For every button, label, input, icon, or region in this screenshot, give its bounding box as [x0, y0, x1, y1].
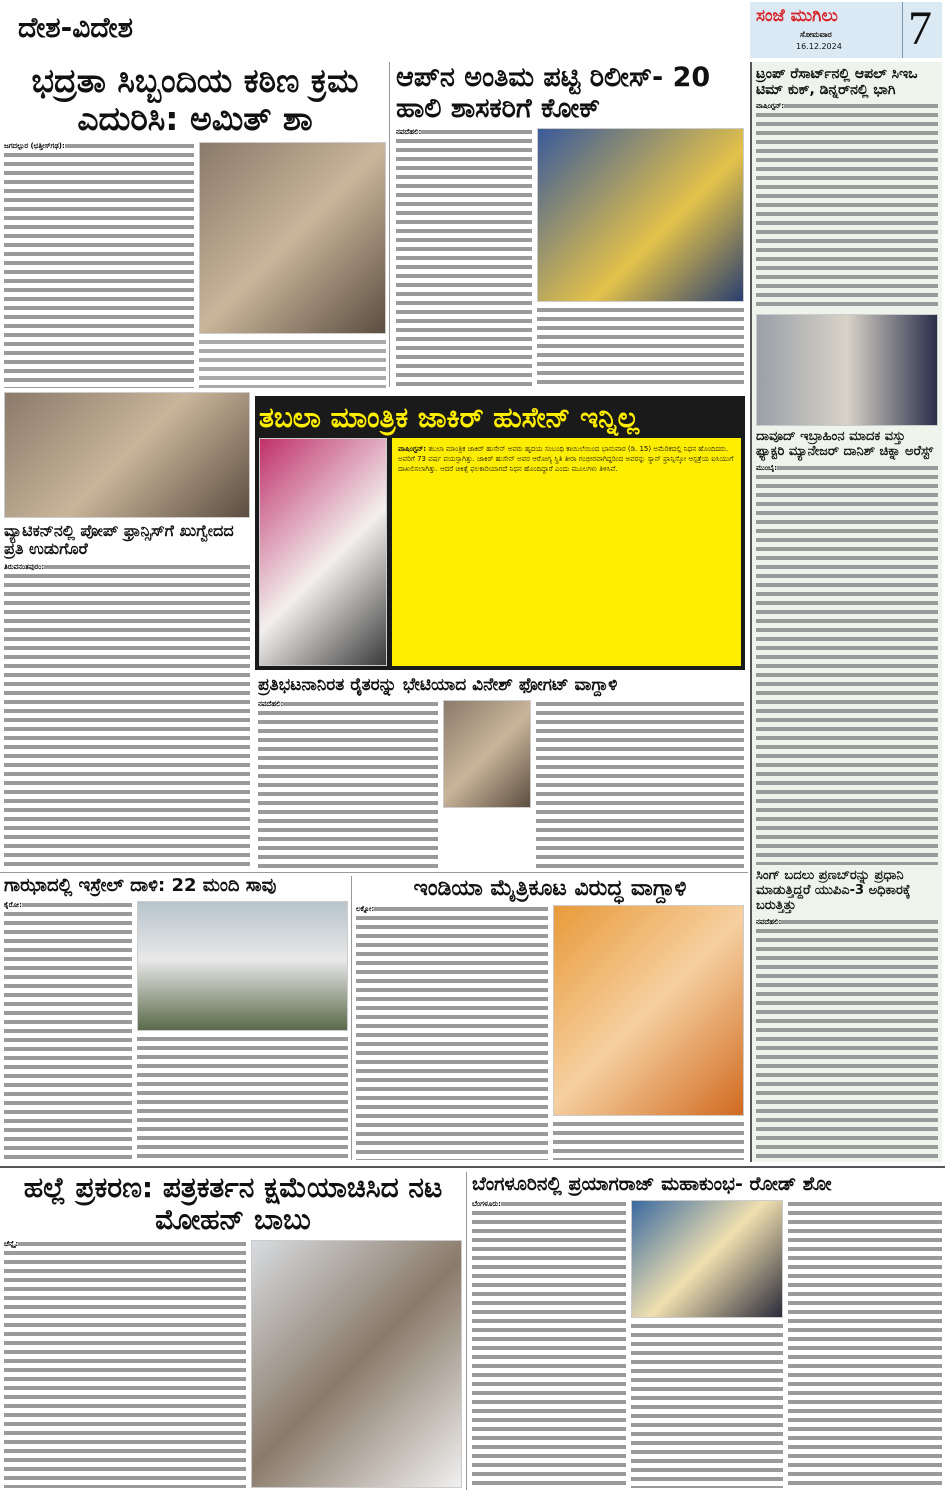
dateline: ನವದೆಹಲಿ: [756, 917, 782, 926]
headline-amit: ಭದ್ರತಾ ಸಿಬ್ಬಂದಿಯ ಕಠಿಣ ಕ್ರಮ ಎದುರಿಸಿ: ಅಮಿತ್ ಶಾ [31, 62, 359, 138]
article-gaza-cont [137, 1035, 348, 1160]
headline-singh: ಸಿಂಗ್ ಬದಲು ಪ್ರಣಬ್‌ರನ್ನು ಪ್ರಧಾನಿ ಮಾಡುತ್ತಿದ್ದರೆ ಯುಪಿಎ-3 ಅಧಿಕಾರಕ್ಕೆ ಬರುತ್ತಿತ್ತು [756, 867, 911, 913]
headline-kumbh: ಬೆಂಗಳೂರಿನಲ್ಲಿ ಪ್ರಯಾಗರಾಜ್ ಮಹಾಕುಂಭ- ರೋಡ್ ಶೋ [472, 1174, 832, 1195]
dateline: ವಾಷಿಂಗ್ಟನ್: [756, 102, 785, 111]
article-kumbh [472, 1200, 626, 1488]
article-dawood [756, 464, 938, 865]
photo-mohan-babu [251, 1240, 462, 1488]
headline-trump: ಟ್ರಂಪ್ ರೆಸಾರ್ಟ್‌ನಲ್ಲಿ ಆಪಲ್ ಸಿಇಒ ಟಿಮ್ ಕುಕ್, ಡಿನ್ನರ್‌ನಲ್ಲಿ ಭಾಗಿ [756, 66, 918, 99]
headline-farmers: ಪ್ರತಿಭಟನಾನಿರತ ರೈತರನ್ನು ಭೇಟಿಯಾದ ವಿನೇಶ್ ಫೋಗಟ್ ವಾಗ್ದಾಳಿ [258, 676, 618, 695]
dateline: ನವದೆಹಲಿ: [258, 699, 284, 708]
dateline: ಚೆನ್ನೈ: [4, 1240, 19, 1249]
page-number: 7 [908, 2, 932, 55]
article-zakir [392, 438, 741, 666]
lead: ತಬಲಾ ಮಾಂತ್ರಿಕ ಜಾಕಿರ್ ಹುಸೇನ್ ಅವರು ಹೃದಯ ಸಂಬಂಧಿ ಕಾಯಿಲೆಯಿಂದ ಭಾನುವಾರ (ಡಿ. 15) ಅಮೆರಿಕದಲ್ಲಿ ನಿಧನ ಹೊಂದಿದರು. ಅವರಿಗೆ 73 ವರ್ಷ ವಯಸ್ಸಾಗಿತ್ತು. ಜಾಕಿರ್ ಹುಸೇನ್ ಅವರ ಆರೋಗ್ಯ ಸ್ಥಿತಿ ತೀರಾ ಗಂಭೀರವಾಗಿದ್ದರಿಂದ ಅವರನ್ನು ಸ್ಯಾನ್ ಫ್ರಾನ್ಸಿಸ್ಕೋ ಆಸ್ಪತ್ರೆಯ ಐಸಿಯುಗೆ ದಾಖಲಿಸಲಾಗಿತ್ತು. ಆದರೆ ಚಿಕಿತ್ಸೆ ಫಲಕಾರಿಯಾಗದೆ ನಿಧನ ಹೊಂದಿದ್ದಾರೆ ಎಂದು ಮೂಲಗಳು ತಿಳಿಸಿವೆ. [398, 445, 734, 474]
story-mohan [4, 1172, 462, 1488]
article-amit [4, 142, 194, 388]
article-aap-cont [537, 306, 744, 388]
story-amit [4, 62, 386, 388]
story-india [356, 876, 744, 1160]
article-india-cont [553, 1120, 744, 1160]
article-india [356, 905, 548, 1160]
photo-yogi-adityanath [553, 905, 744, 1116]
caption [199, 338, 386, 388]
dateline: ತಿರುವನಂತಪುರಂ: [4, 562, 45, 571]
article-mohan [4, 1240, 246, 1488]
headline-gaza: ಗಾಝಾದಲ್ಲಿ ಇಸ್ರೇಲ್ ದಾಳಿ: 22 ಮಂದಿ ಸಾವು [4, 876, 277, 896]
dateline: ನವದೆಹಲಿ: [396, 128, 422, 137]
dateline: ಲಕ್ನೋ: [356, 905, 375, 914]
headline-mohan: ಹಲ್ಲೆ ಪ್ರಕರಣ: ಪತ್ರಕರ್ತನ ಕ್ಷಮೆಯಾಚಿಸಿದ ನಟ ಮೋಹನ್ ಬಾಬು [23, 1172, 443, 1237]
right-column [750, 62, 942, 1162]
dateline: ಜಗದಲ್ಪುರ (ಛತ್ತೀಸ್‌ಗಢ): [4, 141, 65, 150]
article-trump [756, 102, 938, 310]
article-singh [756, 918, 938, 1158]
story-vatican [4, 392, 250, 870]
article-kumbh-cont [631, 1322, 783, 1488]
story-kumbh [472, 1174, 942, 1488]
photo-kejriwal [537, 128, 744, 302]
masthead [750, 2, 942, 58]
headline-zakir: ತಬಲಾ ಮಾಂತ್ರಿಕ ಜಾಕಿರ್ ಹುಸೇನ್ ಇನ್ನಿಲ್ಲ [259, 401, 640, 434]
photo-amit-shah [199, 142, 386, 334]
story-aap [396, 62, 744, 388]
headline-dawood: ದಾವೂದ್ ಇಬ್ರಾಹಿಂನ ಮಾದಕ ವಸ್ತು ಫ್ಯಾಕ್ಟರಿ ಮ್ಯಾನೇಜರ್ ದಾನಿಶ್ ಚಿಕ್ನಾ ಅರೆಸ್ಟ್ [756, 429, 934, 460]
dateline: ಕೈರೋ: [4, 900, 22, 909]
photo-zakir-hussain [259, 438, 387, 666]
photo-vinesh-phogat [443, 700, 531, 808]
photo-pope [4, 392, 250, 518]
story-gaza [4, 876, 348, 1160]
article-farmers [258, 700, 438, 870]
headline-india: ಇಂಡಿಯಾ ಮೈತ್ರಿಕೂಟ ವಿರುದ್ಧ ವಾಗ್ದಾಳಿ [413, 876, 687, 901]
day: ಸೋಮವಾರ [800, 30, 832, 39]
section-title: ದೇಶ-ವಿದೇಶ [18, 11, 133, 44]
article-kumbh-cont2 [788, 1200, 942, 1488]
story-farmers [258, 676, 744, 870]
article-aap [396, 128, 532, 388]
headline-aap: ಆಪ್‌ನ ಅಂತಿಮ ಪಟ್ಟಿ ರಿಲೀಸ್- 20 ಹಾಲಿ ಶಾಸಕರಿಗೆ ಕೋಕ್ [396, 62, 711, 125]
article-farmers-cont [536, 700, 744, 870]
headline-vatican: ವ್ಯಾಟಿಕನ್‌ನಲ್ಲಿ ಪೋಪ್ ಫ್ರಾನ್ಸಿಸ್‌ಗೆ ಖುಗ್ವೇದದ ಪ್ರತಿ ಉಡುಗೊರೆ [4, 521, 234, 559]
dateline: ಬೆಂಗಳೂರು: [472, 1199, 501, 1208]
zakir-box [255, 396, 745, 670]
dateline: ಮುಂಬೈ: [756, 464, 778, 473]
photo-trump-cook [756, 314, 938, 426]
date: 16.12.2024 [796, 42, 842, 51]
article-vatican [4, 563, 250, 870]
photo-kumbh-roadshow [631, 1200, 783, 1318]
dateline: ವಾಷಿಂಗ್ಟನ್: [398, 445, 427, 454]
photo-gaza-strike [137, 901, 348, 1031]
article-gaza [4, 901, 132, 1160]
newspaper-logo: ಸಂಜೆ ಮುಗಿಲು [756, 6, 838, 26]
